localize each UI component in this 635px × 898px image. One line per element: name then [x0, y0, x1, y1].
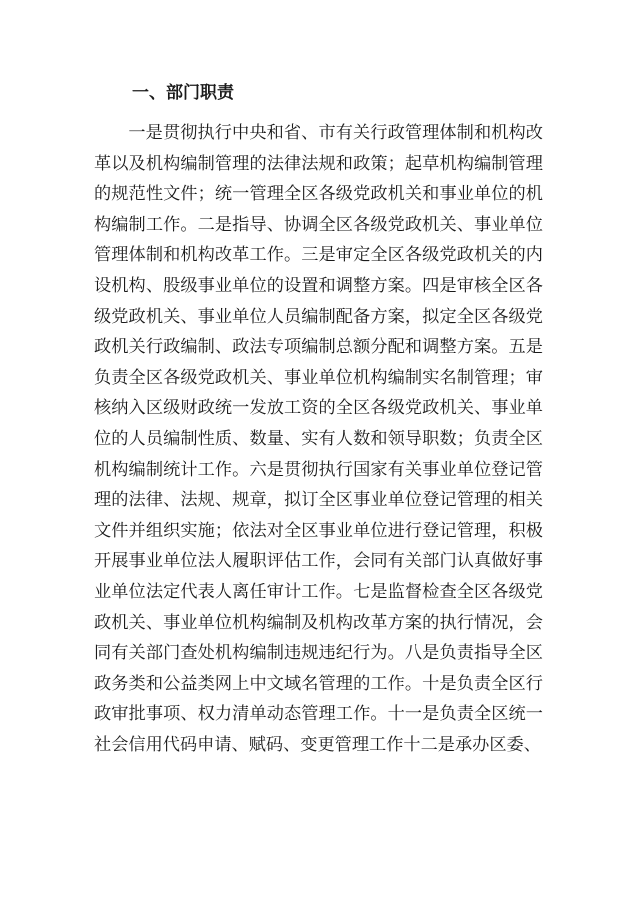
section-title: 一、部门职责 [132, 83, 234, 103]
body-paragraph: 一是贯彻执行中央和省、市有关行政管理体制和机构改革以及机构编制管理的法律法规和政策；起草机构编制管理的规范性文件；统一管理全区各级党政机关和事业单位的机构编制工作。二是指导、协调全区各级党政机关、事业单位管理体制和机构改革工作。三是审定全区各级党政机关的内设机构、股级事业单位的设置和调整方案。四是审核全区各级党政机关、事业单位人员编制配备方案，拟定全区各级党政机关行政编制、政法专项编制总额分配和调整方案。五是负责全区各级党政机关、事业单位机构编制实名制管理；审核纳入区级财政统一发放工资的全区各级党政机关、事业单位的人员编制性质、数量、实有人数和领导职数；负责全区机构编制统计工作。六是贯彻执行国家有关事业单位登记管理的法律、法规、规章，拟订全区事业单位登记管理的相关文件并组织实施；依法对全区事业单位进行登记管理，积极开展事业单位法人履职评估工作，会同有关部门认真做好事业单位法定代表人离任审计工作。七是监督检查全区各级党政机关、事业单位机构编制及机构改革方案的执行情况，会同有关部门查处机构编制违规违纪行为。八是负责指导全区政务类和公益类网上中文域名管理的工作。十是负责全区行政审批事项、权力清单动态管理工作。十一是负责全区统一社会信用代码申请、赋码、变更管理工作十二是承办区委、 [94, 123, 543, 755]
